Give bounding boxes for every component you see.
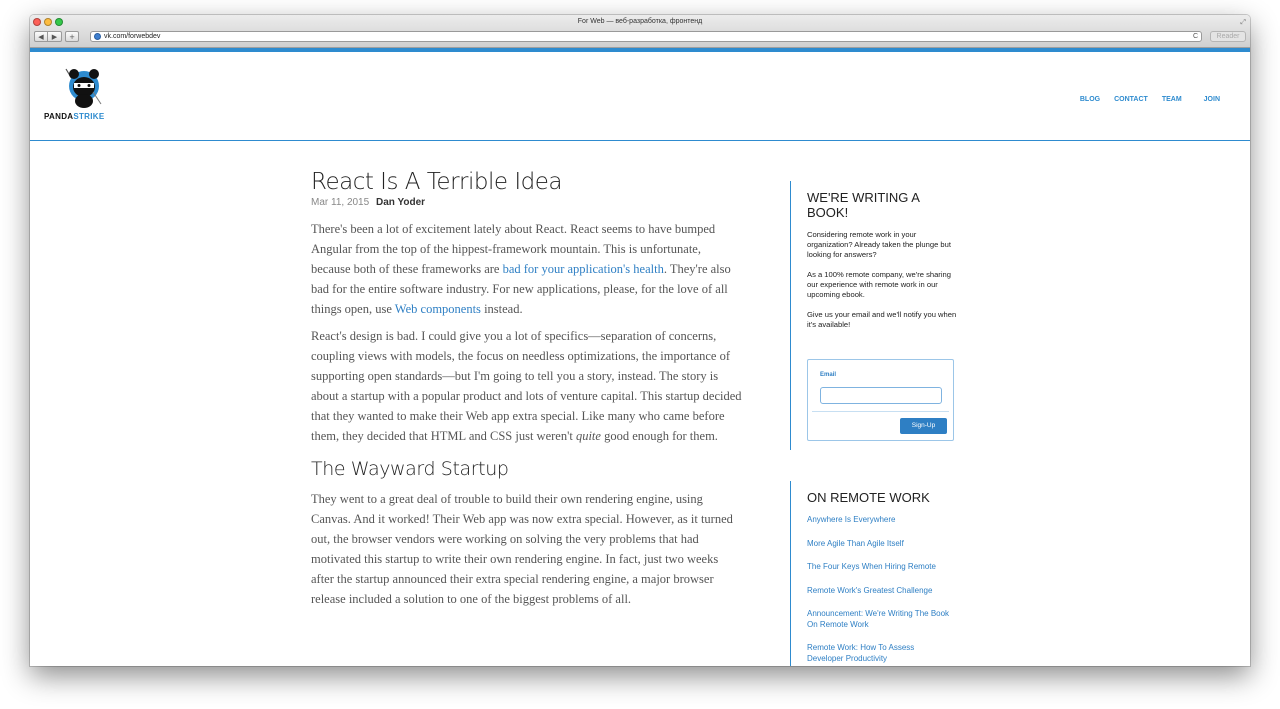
remote-links-list (807, 515, 980, 664)
remote-link[interactable]: Remote Work: How To Assess Developer Productivity (807, 643, 915, 663)
p1-text-a: There's been a lot of excitement lately about React. React seems to have bumped Angular from the top of the hippest-framework mountain. This is unfortunate, because both of these frameworks are (311, 222, 716, 276)
p2-emphasis: quite (575, 429, 601, 443)
remote-link[interactable]: Announcement: We're Writing The Book On Remote Work (807, 609, 950, 629)
web-components-link[interactable]: Web components (394, 302, 481, 316)
nav-team[interactable]: TEAM (1161, 96, 1182, 103)
site-logo[interactable] (44, 68, 124, 126)
remote-heading: ON REMOTE WORK (807, 490, 930, 505)
email-field[interactable] (820, 387, 942, 404)
panda-ninja-icon (63, 68, 103, 110)
remote-work-widget (790, 481, 980, 666)
globe-icon (94, 33, 101, 40)
p2-text-a: React's design is bad. I could give you a lot of specifics—separation of concerns, coupling views with models, the focus on needless optimizations, the importance of supporting open standards—but I'm going to tell you a story, instead. The story is about a startup with a popular product and lots of venture capital. This startup decided that they wanted to make their Web app extra special. Like many who came before them, they decided that HTML and CSS just weren't (311, 329, 742, 443)
book-text-1: Considering remote work in your organization? Already taken the plunge but looking for answers? (807, 230, 951, 259)
email-label: Email (820, 372, 837, 378)
bad-for-health-link[interactable]: bad for your application's health (502, 262, 664, 276)
remote-link[interactable]: The Four Keys When Hiring Remote (807, 562, 936, 571)
form-divider (812, 411, 949, 412)
logo-word-strike: STRIKE (73, 112, 105, 121)
sign-up-button[interactable]: Sign-Up (900, 418, 947, 434)
fullscreen-icon[interactable]: ⤢ (1240, 18, 1246, 26)
article-paragraph-1 (311, 219, 743, 319)
p1-text-b: . They're also bad for the entire software industry. For new applications, please, for the love of all things open, use (311, 262, 731, 316)
address-url: vk.com/forwebdev (104, 33, 161, 40)
article-author[interactable]: Dan Yoder (375, 197, 426, 208)
back-button[interactable]: ◀ (34, 31, 48, 42)
book-heading: WE'RE WRITING A BOOK! (807, 190, 920, 220)
article-date: Mar 11, 2015 (311, 197, 370, 208)
article (311, 168, 743, 609)
add-bookmark-button[interactable]: + (65, 31, 79, 42)
logo-word-panda: PANDA (44, 112, 74, 121)
remote-link[interactable]: Anywhere Is Everywhere (807, 515, 896, 524)
address-bar[interactable] (90, 31, 1202, 42)
section-heading: The Wayward Startup (311, 458, 509, 480)
navigation-buttons (34, 31, 79, 42)
article-paragraph-3: They went to a great deal of trouble to build their own rendering engine, using Canvas. And it worked! Their Web app was now extra special. However, as it turned out, the browser vendors were working on solving the very problems that had motivated this startup to write their own rendering engine. In fact, just two weeks after the startup announced their extra special rendering engine, a major browser release included a solution to one of the biggest problems of all. (311, 492, 733, 606)
p2-text-b: good enough for them. (600, 429, 718, 443)
book-text-3: Give us your email and we'll notify you when it's available! (807, 310, 957, 329)
article-meta (311, 196, 743, 210)
article-paragraph-2 (311, 326, 743, 446)
main-nav (1080, 96, 1220, 103)
title-bar (30, 15, 1250, 48)
remote-link[interactable]: More Agile Than Agile Itself (807, 538, 904, 548)
reader-button[interactable]: Reader (1210, 31, 1246, 42)
web-page (30, 48, 1250, 666)
email-signup-form (807, 359, 954, 441)
book-signup-widget (790, 181, 980, 450)
article-title: React Is A Terrible Idea (311, 169, 562, 195)
back-forward-group (34, 31, 62, 42)
browser-window (30, 15, 1250, 666)
book-text-2: As a 100% remote company, we're sharing our experience with remote work in our upcoming ebook. (807, 270, 951, 299)
nav-contact[interactable]: CONTACT (1114, 96, 1148, 103)
remote-link[interactable]: Remote Work's Greatest Challenge (807, 585, 933, 595)
site-header (30, 52, 1250, 141)
nav-join[interactable]: JOIN (1203, 96, 1220, 103)
nav-blog[interactable]: BLOG (1079, 96, 1101, 103)
logo-wordmark (44, 112, 134, 121)
reload-icon[interactable]: C (1192, 33, 1198, 40)
p1-text-c: instead. (480, 302, 523, 316)
window-title: For Web — веб-разработка, фронтенд (577, 18, 703, 25)
forward-button[interactable]: ▶ (48, 31, 62, 42)
